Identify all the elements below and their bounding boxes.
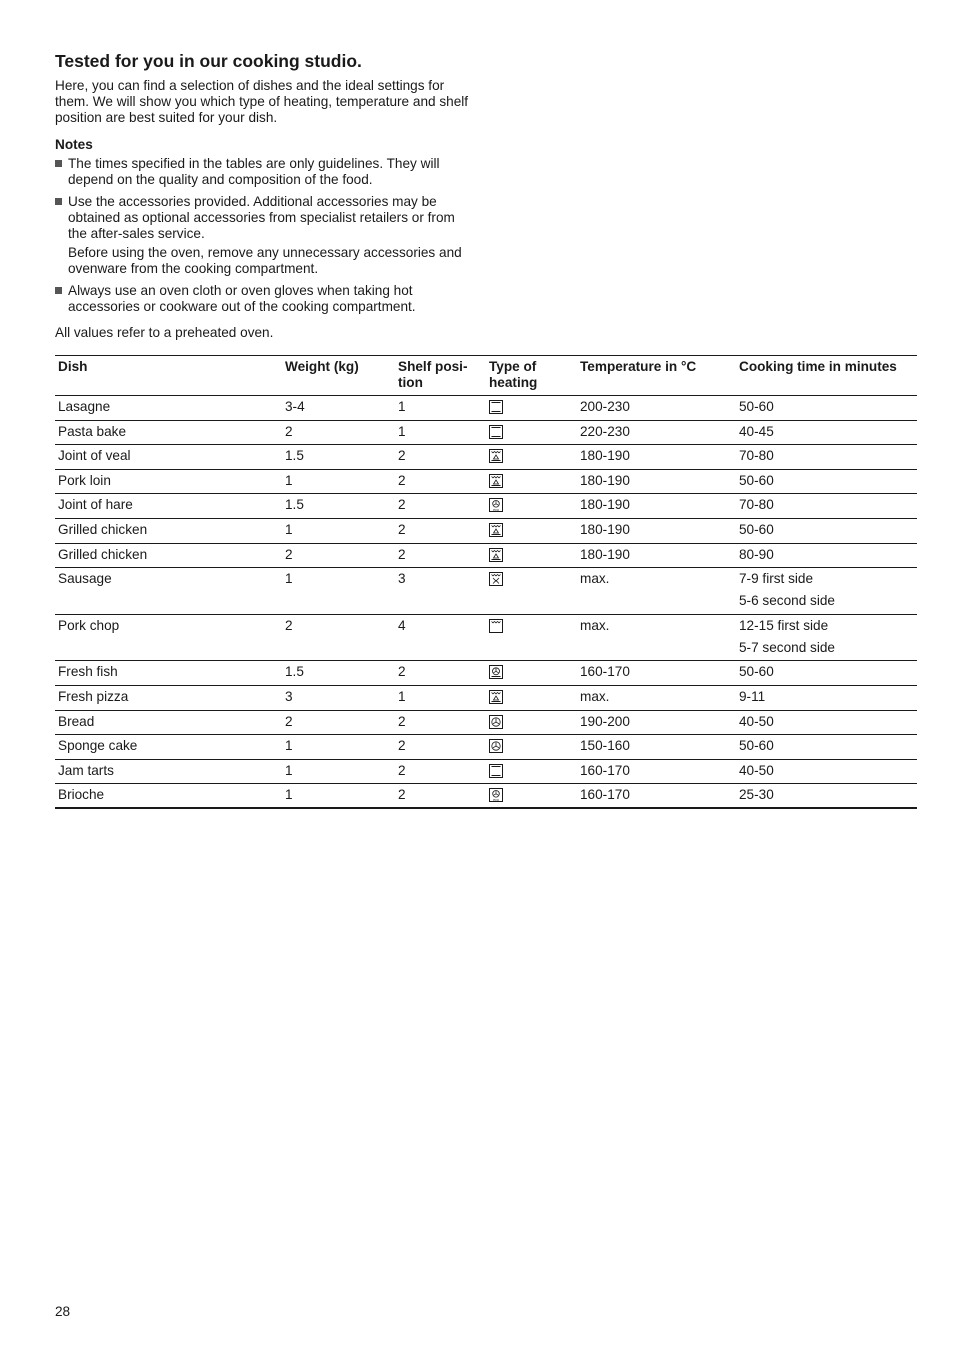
cell-temperature: max.: [577, 685, 736, 710]
grill-fan-icon: [489, 572, 574, 586]
cooking-time-first: 40-45: [739, 423, 774, 439]
cell-heating: [486, 518, 577, 543]
header-weight: Weight (kg): [282, 356, 395, 396]
top-bottom-heat-icon: [489, 425, 574, 439]
eco-hot-air-icon: [489, 498, 574, 512]
cooking-time-second: 5-6 second side: [739, 593, 835, 609]
cell-weight: 1.5: [282, 661, 395, 686]
svg-text:eco: eco: [493, 798, 499, 803]
note-text: Use the accessories provided. Additional accessories may be obtained as optional accessories from specialist retailers or from the after-sales service.: [68, 194, 455, 241]
cell-heating: [486, 445, 577, 470]
cooking-time-second: 5-7 second side: [739, 639, 835, 655]
cooking-time-first: 50-60: [739, 738, 774, 754]
cell-shelf: 1: [395, 420, 486, 445]
cooking-time-first: 70-80: [739, 497, 774, 513]
table-row: [55, 396, 917, 421]
notes-heading: Notes: [55, 137, 93, 152]
cell-dish: Fresh fish: [55, 661, 282, 686]
intro-paragraph: Here, you can find a selection of dishes and the ideal settings for them. We will show you which type of heating, temperature and shelf position are best suited for your dish.: [55, 78, 469, 125]
cell-temperature: 180-190: [577, 543, 736, 568]
page-number: 28: [55, 1304, 71, 1319]
cell-weight: 1: [282, 568, 395, 615]
table-row: [55, 420, 917, 445]
cell-cooking-time: [736, 494, 917, 519]
cell-weight: 3: [282, 685, 395, 710]
cell-cooking-time: [736, 568, 917, 615]
note-item: [55, 156, 473, 188]
cell-cooking-time: [736, 445, 917, 470]
cell-dish: Joint of hare: [55, 494, 282, 519]
table-row: [55, 685, 917, 710]
note-text: Always use an oven cloth or oven gloves when taking hot accessories or cookware out of the cooking compartment.: [68, 283, 416, 314]
square-bullet-icon: [55, 198, 62, 205]
preheat-note: All values refer to a preheated oven.: [55, 325, 274, 340]
cell-heating: [486, 543, 577, 568]
cell-shelf: 2: [395, 494, 486, 519]
cell-dish: Joint of veal: [55, 445, 282, 470]
cell-weight: 3-4: [282, 396, 395, 421]
cell-dish: Jam tarts: [55, 759, 282, 784]
square-bullet-icon: [55, 160, 62, 167]
cell-weight: 2: [282, 614, 395, 661]
circotherm-grilling-icon: [489, 523, 574, 537]
note-item: [55, 194, 473, 277]
cell-heating: [486, 420, 577, 445]
cooking-time-first: 80-90: [739, 546, 774, 562]
cell-weight: 1: [282, 784, 395, 809]
cell-temperature: 180-190: [577, 445, 736, 470]
cell-heating: [486, 710, 577, 735]
cell-weight: 2: [282, 420, 395, 445]
cell-weight: 1: [282, 518, 395, 543]
cell-shelf: 2: [395, 445, 486, 470]
cell-temperature: 160-170: [577, 784, 736, 809]
cell-cooking-time: [736, 543, 917, 568]
cell-dish: Brioche: [55, 784, 282, 809]
header-shelf-text: Shelf posi- tion: [398, 359, 468, 390]
cooking-time-first: 12-15 first side: [739, 617, 829, 633]
square-bullet-icon: [55, 287, 62, 294]
circotherm-grilling-icon: [489, 474, 574, 488]
cell-shelf: 3: [395, 568, 486, 615]
table-header-row: [55, 356, 917, 396]
cell-shelf: 1: [395, 685, 486, 710]
cooking-time-first: 70-80: [739, 448, 774, 464]
svg-text:eco: eco: [493, 508, 499, 513]
table-row: [55, 661, 917, 686]
cell-temperature: 190-200: [577, 710, 736, 735]
page-title: Tested for you in our cooking studio.: [55, 51, 362, 71]
cell-dish: Pork chop: [55, 614, 282, 661]
cooking-table: [55, 355, 917, 809]
cell-cooking-time: [736, 420, 917, 445]
table-row: [55, 759, 917, 784]
table-row: [55, 543, 917, 568]
cell-heating: [486, 784, 577, 809]
cell-shelf: 2: [395, 543, 486, 568]
header-cooking-time: Cooking time in minutes: [736, 356, 917, 396]
cell-cooking-time: [736, 784, 917, 809]
circotherm-grilling-icon: [489, 690, 574, 704]
cooking-time-first: 50-60: [739, 664, 774, 680]
cell-temperature: 180-190: [577, 469, 736, 494]
cell-heating: [486, 661, 577, 686]
cell-weight: 1: [282, 759, 395, 784]
cell-cooking-time: [736, 614, 917, 661]
hot-air-icon: [489, 739, 574, 753]
header-temperature: Temperature in °C: [577, 356, 736, 396]
cooking-time-first: 40-50: [739, 762, 774, 778]
notes-list: [55, 156, 473, 315]
cell-temperature: 160-170: [577, 661, 736, 686]
cell-temperature: max.: [577, 614, 736, 661]
cell-dish: Sponge cake: [55, 735, 282, 760]
eco-hot-air-icon: [489, 788, 574, 802]
table-row: [55, 735, 917, 760]
cell-cooking-time: [736, 661, 917, 686]
cell-cooking-time: [736, 735, 917, 760]
note-item: [55, 283, 473, 315]
cell-shelf: 2: [395, 661, 486, 686]
circotherm-grilling-icon: [489, 548, 574, 562]
header-shelf: [395, 356, 486, 396]
cell-temperature: max.: [577, 568, 736, 615]
cell-weight: 1: [282, 735, 395, 760]
hot-air-icon: [489, 715, 574, 729]
cell-shelf: 1: [395, 396, 486, 421]
cell-shelf: 2: [395, 735, 486, 760]
cell-weight: 1.5: [282, 445, 395, 470]
table-row: [55, 494, 917, 519]
table-row: [55, 710, 917, 735]
cell-cooking-time: [736, 396, 917, 421]
cooking-time-first: 40-50: [739, 713, 774, 729]
top-bottom-heat-icon: [489, 764, 574, 778]
cell-dish: Grilled chicken: [55, 543, 282, 568]
cell-heating: [486, 568, 577, 615]
hot-air-bottom-icon: [489, 665, 574, 679]
cooking-time-first: 50-60: [739, 472, 774, 488]
cell-temperature: 150-160: [577, 735, 736, 760]
table-row: [55, 568, 917, 615]
header-heating-text: Type of heating: [489, 359, 538, 390]
full-grill-icon: [489, 619, 574, 633]
cell-weight: 1: [282, 469, 395, 494]
cell-weight: 1.5: [282, 494, 395, 519]
table-row: [55, 784, 917, 809]
cell-heating: [486, 469, 577, 494]
cell-shelf: 2: [395, 469, 486, 494]
cell-cooking-time: [736, 710, 917, 735]
note-text: The times specified in the tables are only guidelines. They will depend on the quality and composition of the food.: [68, 156, 440, 187]
top-bottom-heat-icon: [489, 400, 574, 414]
cell-dish: Grilled chicken: [55, 518, 282, 543]
cell-shelf: 2: [395, 518, 486, 543]
cell-heating: [486, 396, 577, 421]
cell-cooking-time: [736, 759, 917, 784]
cell-heating: [486, 759, 577, 784]
cooking-time-first: 7-9 first side: [739, 571, 814, 587]
page-content: [55, 50, 917, 803]
cell-dish: Pasta bake: [55, 420, 282, 445]
cell-cooking-time: [736, 518, 917, 543]
cell-heating: [486, 494, 577, 519]
note-extra-text: Before using the oven, remove any unnecessary accessories and ovenware from the cooking compartment.: [68, 245, 462, 276]
cell-temperature: 180-190: [577, 494, 736, 519]
cell-weight: 2: [282, 543, 395, 568]
cooking-time-first: 9-11: [739, 688, 766, 704]
cell-temperature: 220-230: [577, 420, 736, 445]
cooking-time-first: 50-60: [739, 521, 774, 537]
header-dish: Dish: [55, 356, 282, 396]
table-row: [55, 614, 917, 661]
cell-heating: [486, 614, 577, 661]
cell-heating: [486, 735, 577, 760]
cell-heating: [486, 685, 577, 710]
table-row: [55, 518, 917, 543]
cell-dish: Bread: [55, 710, 282, 735]
cell-dish: Sausage: [55, 568, 282, 615]
table-row: [55, 445, 917, 470]
cooking-time-first: 25-30: [739, 787, 774, 803]
cell-temperature: 200-230: [577, 396, 736, 421]
cell-dish: Pork loin: [55, 469, 282, 494]
cell-shelf: 2: [395, 784, 486, 809]
table-row: [55, 469, 917, 494]
cell-shelf: 2: [395, 710, 486, 735]
cell-shelf: 4: [395, 614, 486, 661]
cell-temperature: 160-170: [577, 759, 736, 784]
cell-temperature: 180-190: [577, 518, 736, 543]
cooking-time-first: 50-60: [739, 399, 774, 414]
cell-dish: Lasagne: [55, 396, 282, 421]
cell-cooking-time: [736, 469, 917, 494]
header-heating: [486, 356, 577, 396]
cell-dish: Fresh pizza: [55, 685, 282, 710]
cell-cooking-time: [736, 685, 917, 710]
cell-weight: 2: [282, 710, 395, 735]
circotherm-grilling-icon: [489, 449, 574, 463]
cell-shelf: 2: [395, 759, 486, 784]
